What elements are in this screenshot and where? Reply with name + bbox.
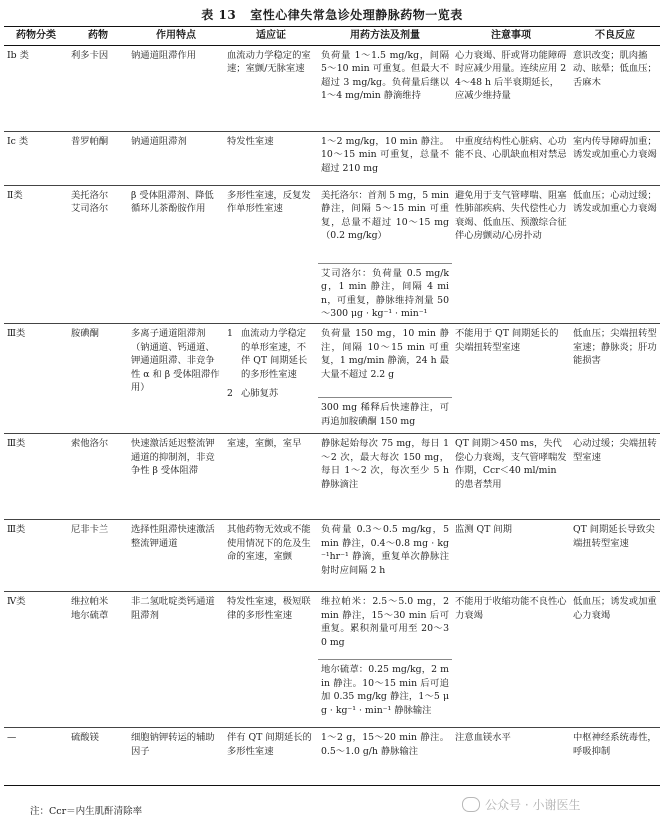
drug-category: Ⅲ类 xyxy=(7,437,26,449)
indication-text: 血流动力学稳定的单形室速，不伴 QT 间期延长的多形性室速 xyxy=(241,327,308,380)
table-row xyxy=(4,591,660,659)
drug-category: Ⅲ类 xyxy=(7,327,26,339)
drug-feature: 快速激活延迟整流钾通道的抑制剂，非竞争性 β 受体阻滞 xyxy=(131,437,215,477)
drug-category: Ⅳ类 xyxy=(7,595,26,607)
drug-name: 尼非卡兰 xyxy=(71,523,109,535)
column-header: 用药方法及剂量 xyxy=(318,27,452,46)
drug-dosage: 负荷量 150 mg，10 min 静注，间隔 10～15 min 可重复，1 mg/min 静滴，24 h 最大量不超过 2.2 g xyxy=(321,327,449,380)
drug-caution: 监测 QT 间期 xyxy=(455,523,512,535)
drug-feature: 非二氢吡啶类钙通道阻滞剂 xyxy=(131,595,215,621)
drug-category: Ⅲ类 xyxy=(7,523,26,535)
drug-category: — xyxy=(7,731,17,743)
drug-indication: 特发性室速 xyxy=(227,135,274,147)
drug-indication: 室速，室颤，室早 xyxy=(227,437,302,449)
drug-indication: 多形性室速，反复发作单形性室速 xyxy=(227,189,311,215)
drug-table xyxy=(4,26,660,786)
drug-name: 普罗帕酮 xyxy=(71,135,109,147)
indication-number: 1 xyxy=(227,327,233,339)
drug-dosage: 负荷量 0.3～0.5 mg/kg，5 min 静注，0.4～0.8 mg · kg⁻¹hr⁻¹ 静滴，重复单次静脉注射时应间隔 2 h xyxy=(321,523,449,576)
indication-list xyxy=(227,327,315,401)
table-row xyxy=(4,185,660,263)
drug-feature: 细胞钠钾转运的辅助因子 xyxy=(131,731,215,757)
drug-feature: β 受体阻滞剂、降低循环儿茶酚胺作用 xyxy=(131,189,214,215)
table-title xyxy=(0,6,664,23)
drug-dosage: 地尔硫䓬：0.25 mg/kg，2 min 静注。10～15 min 后可追加 0.35 mg/kg 静注，1～5 μg · kg⁻¹ · min⁻¹ 静脉输注 xyxy=(318,659,452,727)
table-row xyxy=(4,519,660,591)
indication-item xyxy=(227,387,315,401)
drug-feature: 多离子通道阻滞剂（钠通道、钙通道、钾通道阻滞、非竞争性 α 和 β 受体阻滞作用） xyxy=(131,327,220,394)
drug-dosage: 艾司洛尔：负荷量 0.5 mg/kg，1 min 静注，间隔 4 min，可重复，静脉维持剂量 50～300 μg · kg⁻¹ · min⁻¹ xyxy=(318,263,452,323)
drug-category: Ⅱ类 xyxy=(7,189,23,201)
drug-dosage: 维拉帕米：2.5～5.0 mg，2 min 静注，15～30 min 后可重复。累积剂量可用至 20～30 mg xyxy=(321,595,449,648)
drug-name: 索他洛尔 xyxy=(71,437,109,449)
column-header: 作用特点 xyxy=(128,27,224,46)
drug-feature: 选择性阻滞快速激活整流钾通道 xyxy=(131,523,215,549)
table-row xyxy=(4,323,660,397)
drug-dosage: 负荷量 1～1.5 mg/kg，间隔 5～10 min 可重复。但最大不超过 3 mg/kg。负荷量后继以 1～4 mg/min 静滴维持 xyxy=(321,49,449,102)
drug-category: Ⅰc 类 xyxy=(7,135,29,147)
wechat-icon xyxy=(462,797,480,812)
drug-category: Ⅰb 类 xyxy=(7,49,29,61)
table-number: 表 13 xyxy=(201,8,237,22)
column-header: 注意事项 xyxy=(452,27,570,46)
drug-feature: 钠通道阻滞剂 xyxy=(131,135,187,147)
drug-name: 硫酸镁 xyxy=(71,731,99,743)
drug-caution: QT 间期＞450 ms，失代偿心力衰竭，支气管哮喘发作期，Ccr＜40 ml/min 的患者禁用 xyxy=(455,437,567,490)
drug-caution: 心力衰竭、肝或肾功能障碍时应减少用量。连续应用 24～48 h 后半衰期延长，应减少维持量 xyxy=(455,49,567,102)
table-title-text: 室性心律失常急诊处理静脉药物一览表 xyxy=(250,8,463,22)
table-row xyxy=(4,433,660,519)
table-row xyxy=(4,131,660,185)
drug-adverse: 低血压；心动过缓；诱发或加重心力衰竭 xyxy=(573,189,657,215)
drug-name: 维拉帕米 地尔硫䓬 xyxy=(71,595,109,621)
drug-adverse: 低血压；诱发或加重心力衰竭 xyxy=(573,595,657,621)
drug-adverse: 室内传导障碍加重；诱发或加重心力衰竭 xyxy=(573,135,657,161)
drug-dosage: 1～2 g，15～20 min 静注。0.5～1.0 g/h 静脉输注 xyxy=(321,731,449,757)
column-header: 适应证 xyxy=(224,27,318,46)
drug-dosage: 静脉起始每次 75 mg，每日 1～2 次，最大每次 150 mg，每日 1～2 次，每次至少 5 h 静脉滴注 xyxy=(321,437,449,490)
table-row xyxy=(4,45,660,131)
indication-number: 2 xyxy=(227,388,233,400)
drug-dosage: 1～2 mg/kg，10 min 静注。10～15 min 可重复，总量不超过 210 mg xyxy=(321,135,449,174)
indication-item xyxy=(227,327,315,381)
drug-dosage: 300 mg 稀释后快速静注，可再追加胺碘酮 150 mg xyxy=(318,397,452,433)
drug-caution: 注意血镁水平 xyxy=(455,731,511,743)
drug-name: 美托洛尔 艾司洛尔 xyxy=(71,189,109,215)
drug-indication xyxy=(224,323,318,433)
drug-adverse: 心动过缓；尖端扭转型室速 xyxy=(573,437,657,463)
drug-name: 利多卡因 xyxy=(71,49,109,61)
table-row xyxy=(4,727,660,785)
column-header: 药物分类 xyxy=(4,27,68,46)
drug-indication: 血流动力学稳定的室速；室颤/无脉室速 xyxy=(227,49,311,75)
table-header-row xyxy=(4,27,660,46)
watermark-text: 公众号 · 小谢医生 xyxy=(485,798,581,812)
drug-caution: 不能用于 QT 间期延长的尖端扭转型室速 xyxy=(455,327,559,353)
drug-adverse: 低血压；尖端扭转型室速；静脉炎；肝功能损害 xyxy=(573,327,657,367)
drug-indication: 其他药物无效或不能使用情况下的危及生命的室速，室颤 xyxy=(227,523,311,563)
column-header: 不良反应 xyxy=(570,27,660,46)
drug-adverse: QT 间期延长导致尖端扭转型室速 xyxy=(573,523,655,549)
drug-adverse: 中枢神经系统毒性，呼吸抑制 xyxy=(573,731,657,757)
drug-adverse: 意识改变；肌肉搐动、眩晕；低血压；舌麻木 xyxy=(573,49,657,88)
drug-indication: 伴有 QT 间期延长的多形性室速 xyxy=(227,731,312,757)
watermark xyxy=(462,796,580,813)
indication-text: 心肺复苏 xyxy=(241,388,279,400)
drug-caution: 中重度结构性心脏病、心功能不良、心肌缺血相对禁忌 xyxy=(455,135,567,161)
column-header: 药物 xyxy=(68,27,128,46)
drug-dosage: 美托洛尔：首剂 5 mg，5 min 静注，间隔 5～15 min 可重复，总量不超过 10～15 mg（0.2 mg/kg） xyxy=(321,189,449,242)
drug-caution: 不能用于收缩功能不良性心力衰竭 xyxy=(455,595,567,621)
drug-name: 胺碘酮 xyxy=(71,327,99,339)
drug-caution: 避免用于支气管哮喘、阻塞性肺部疾病、失代偿性心力衰竭、低血压、预激综合征伴心房颤动/心房扑动 xyxy=(455,189,567,242)
table-footnote: 注：Ccr＝内生肌酐清除率 xyxy=(30,806,143,817)
drug-feature: 钠通道阻滞作用 xyxy=(131,49,197,61)
drug-indication: 特发性室速，极短联律的多形性室速 xyxy=(227,595,311,621)
